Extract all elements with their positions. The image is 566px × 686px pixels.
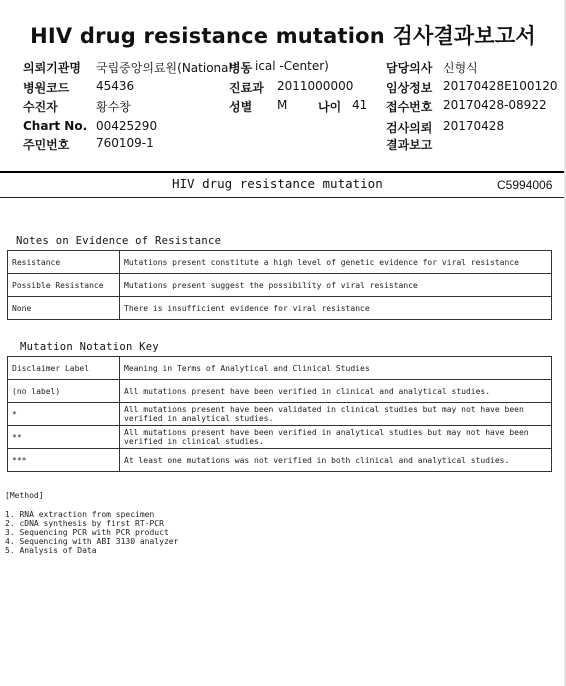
method-heading: [Method] xyxy=(5,491,44,500)
notation-table xyxy=(7,356,552,472)
method-step: 5. Analysis of Data xyxy=(5,546,97,555)
notation-meaning: Meaning in Terms of Analytical and Clinical Studies xyxy=(120,357,552,380)
document-title: HIV drug resistance mutation 검사결과보고서 xyxy=(30,24,536,48)
method-step: 1. RNA extraction from specimen xyxy=(5,510,155,519)
table-row xyxy=(8,274,552,297)
report-label: 결과보고 xyxy=(386,138,433,152)
top-divider xyxy=(0,171,566,173)
notation-meaning: All mutations present have been validated in clinical studies but may not have been verified in analytical studies. xyxy=(120,403,552,426)
notation-meaning: All mutations present have been verified in clinical and analytical studies. xyxy=(120,380,552,403)
evidence-meaning: There is insufficient evidence for viral resistance xyxy=(120,297,552,320)
report-code: C5994006 xyxy=(497,178,553,192)
chart-no-label: Chart No. xyxy=(23,119,88,133)
evidence-meaning: Mutations present constitute a high level of genetic evidence for viral resistance xyxy=(120,251,552,274)
ward-value: ical -Center) xyxy=(255,59,329,73)
notation-label: (no label) xyxy=(8,380,120,403)
report-title: HIV drug resistance mutation xyxy=(172,176,383,191)
table-row xyxy=(8,357,552,380)
notation-meaning: All mutations present have been verified in analytical studies but may not have been verified in clinical studies. xyxy=(120,426,552,449)
evidence-heading: Notes on Evidence of Resistance xyxy=(16,235,222,247)
notation-heading: Mutation Notation Key xyxy=(20,341,160,353)
request-label: 검사의뢰 xyxy=(386,121,433,135)
evidence-table xyxy=(7,250,552,320)
clinical-value: 20170428E100120 xyxy=(443,79,558,93)
dept-label: 진료과 xyxy=(229,81,264,95)
sex-label: 성별 xyxy=(229,100,253,114)
receipt-value: 20170428-08922 xyxy=(443,98,547,112)
age-value: 41 xyxy=(352,98,368,112)
report-divider xyxy=(0,197,566,198)
table-row xyxy=(8,251,552,274)
notation-label: Disclaimer Label xyxy=(8,357,120,380)
notation-label: * xyxy=(8,403,120,426)
evidence-label: Resistance xyxy=(8,251,120,274)
hospital-code-value: 45436 xyxy=(96,79,135,93)
ward-label: 병동 xyxy=(229,61,253,75)
doctor-label: 담당의사 xyxy=(386,61,433,75)
dept-value: 2011000000 xyxy=(277,79,354,93)
age-label: 나이 xyxy=(318,100,342,114)
notation-label: ** xyxy=(8,426,120,449)
table-row xyxy=(8,297,552,320)
chart-no-value: 00425290 xyxy=(96,119,158,133)
receipt-label: 접수번호 xyxy=(386,100,433,114)
sex-value: M xyxy=(277,98,288,112)
patient-label: 수진자 xyxy=(23,100,58,114)
table-row xyxy=(8,449,552,472)
method-step: 4. Sequencing with ABI 3130 analyzer xyxy=(5,537,179,546)
patient-value: 황수창 xyxy=(96,100,131,114)
table-row xyxy=(8,426,552,449)
institution-value: 국립중앙의료원(National xyxy=(96,61,232,75)
notation-label: *** xyxy=(8,449,120,472)
resident-no-value: 760109-1 xyxy=(96,136,154,150)
clinical-label: 임상정보 xyxy=(386,81,433,95)
hospital-code-label: 병원코드 xyxy=(23,81,70,95)
table-row xyxy=(8,380,552,403)
doctor-value: 신형식 xyxy=(443,61,478,75)
method-step: 3. Sequencing PCR with PCR product xyxy=(5,528,169,537)
request-value: 20170428 xyxy=(443,119,505,133)
evidence-meaning: Mutations present suggest the possibility of viral resistance xyxy=(120,274,552,297)
evidence-label: Possible Resistance xyxy=(8,274,120,297)
method-step: 2. cDNA synthesis by first RT-PCR xyxy=(5,519,164,528)
evidence-label: None xyxy=(8,297,120,320)
notation-meaning: At least one mutations was not verified in both clinical and analytical studies. xyxy=(120,449,552,472)
institution-label: 의뢰기관명 xyxy=(23,61,81,75)
table-row xyxy=(8,403,552,426)
resident-no-label: 주민번호 xyxy=(23,138,70,152)
